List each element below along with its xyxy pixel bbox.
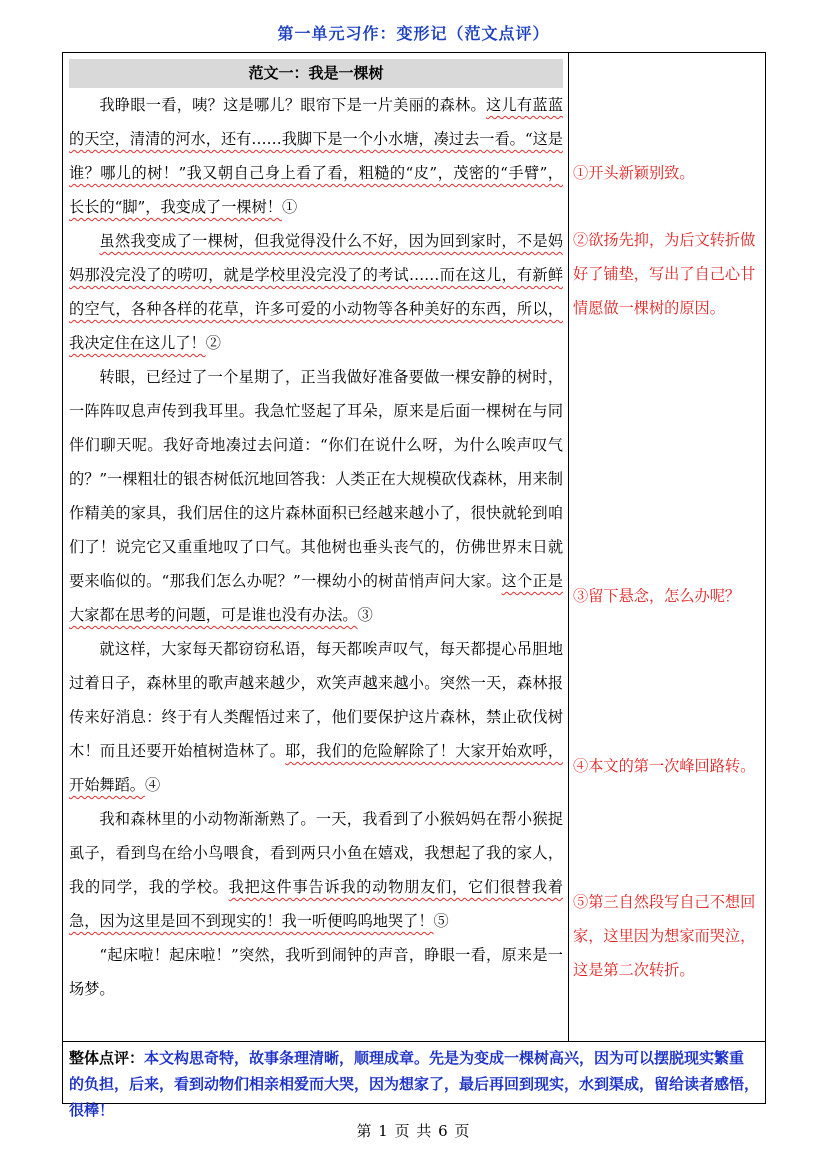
annotation-mark-4: ④	[144, 776, 161, 794]
paragraph-2	[69, 224, 563, 360]
p1-underlined: 这儿有蓝蓝的天空，清清的河水，还有……我脚下是一个小水塘，凑过去一看。“这是谁？哪儿的树！”我又朝自己身上看了看，粗糙的“皮”，茂密的“手臂”，长长的“脚”，我变成了一棵树！	[69, 96, 564, 216]
annotation-mark-3: ③	[357, 606, 373, 624]
paragraph-4	[69, 632, 563, 802]
comment-3: ③留下悬念，怎么办呢？	[573, 587, 741, 605]
paragraph-6: “起床啦！起床啦！”突然，我听到闹钟的声音，睁眼一看，原来是一场梦。	[69, 946, 563, 998]
p4-underlined: 耶，我们的危险解除了！大家开始欢呼，开始舞蹈。	[69, 742, 564, 794]
annotation-mark-2: ②	[205, 334, 221, 352]
overall-review-text: 本文构思奇特，故事条理清晰，顺理成章。先是为变成一棵树高兴，因为可以摆脱现实繁重的负担，后来，看到动物们相亲相爱而大哭，因为想家了，最后再回到现实，水到渠成，留给读者感悟，很棒！	[69, 1049, 760, 1119]
column-divider	[568, 53, 569, 1041]
p3-underlined: 这个正是大家都在思考的问题，可是谁也没有办法。	[69, 572, 563, 624]
comment-1: ①开头新颖别致。	[573, 164, 695, 182]
p5-underlined: 我把这件事告诉我的动物朋友们，它们很替我着急，因为这里是回不到现实的！我一听便呜呜地哭了！	[69, 878, 564, 930]
essay-table	[62, 52, 766, 1119]
paragraph-1	[69, 88, 563, 224]
page-title: 第一单元习作：变形记（范文点评）	[277, 24, 550, 43]
page-footer: 第 1 页 共 6 页	[356, 1122, 471, 1140]
comment-2: ②欲扬先抑，为后文转折做好了铺垫，写出了自己心甘情愿做一棵树的原因。	[573, 231, 756, 317]
paragraph-3	[69, 360, 563, 632]
p3-text: 转眼，已经过了一个星期了，正当我做好准备要做一棵安静的树时，一阵阵叹息声传到我耳里。我急忙竖起了耳朵，原来是后面一棵树在与同伴们聊天呢。我好奇地凑过去问道：“你们在说什么呀，为什么唉声叹气的？”一棵粗壮的银杏树低沉地回答我：人类正在大规模砍伐森林，用来制作精美的家具，我们居住的这片森林面积已经越来越小了，很快就轮到咱们了！说完它又重重地叹了口气。其他树也垂头丧气的，仿佛世界末日就要来临似的。“那我们怎么办呢？”一棵幼小的树苗悄声问大家。	[69, 368, 563, 590]
annotation-mark-5: ⑤	[433, 912, 449, 930]
p4-text: 就这样，大家每天都窃窃私语，每天都唉声叹气，每天都提心吊胆地过着日子，森林里的歌声越来越少，欢笑声越来越小。突然一天，森林报传来好消息：终于有人类醒悟过来了，他们要保护这片森林，禁止砍伐树木！而且还要开始植树造林了。	[69, 640, 563, 760]
comment-4: ④本文的第一次峰回路转。	[573, 757, 756, 775]
p2-underlined: 虽然我变成了一棵树，但我觉得没什么不好，因为回到家时，不是妈妈那没完没了的唠叨，就是学校里没完没了的考试……而在这儿，有新鲜的空气，各种各样的花草，许多可爱的小动物等各种美好的东西，所以，我决定住在这儿了！	[69, 232, 563, 352]
essay-column	[69, 59, 563, 1006]
comment-5: ⑤第三自然段写自己不想回家，这里因为想家而哭泣，这是第二次转折。	[573, 893, 756, 979]
p5-text: 我和森林里的小动物渐渐熟了。一天，我看到了小猴妈妈在帮小猴捉虱子，看到鸟在给小鸟喂食，看到两只小鱼在嬉戏，我想起了我的家人，我的同学，我的学校。	[69, 810, 563, 896]
essay-heading: 范文一：我是一棵树	[69, 59, 563, 88]
overall-review	[69, 1045, 759, 1123]
annotation-mark-1: ①	[281, 198, 298, 216]
p1-text: 我睁眼一看，咦？这是哪儿？眼帘下是一片美丽的森林。	[99, 96, 486, 114]
row-divider	[63, 1041, 765, 1042]
paragraph-5	[69, 802, 563, 938]
overall-review-label: 整体点评：	[69, 1049, 145, 1067]
